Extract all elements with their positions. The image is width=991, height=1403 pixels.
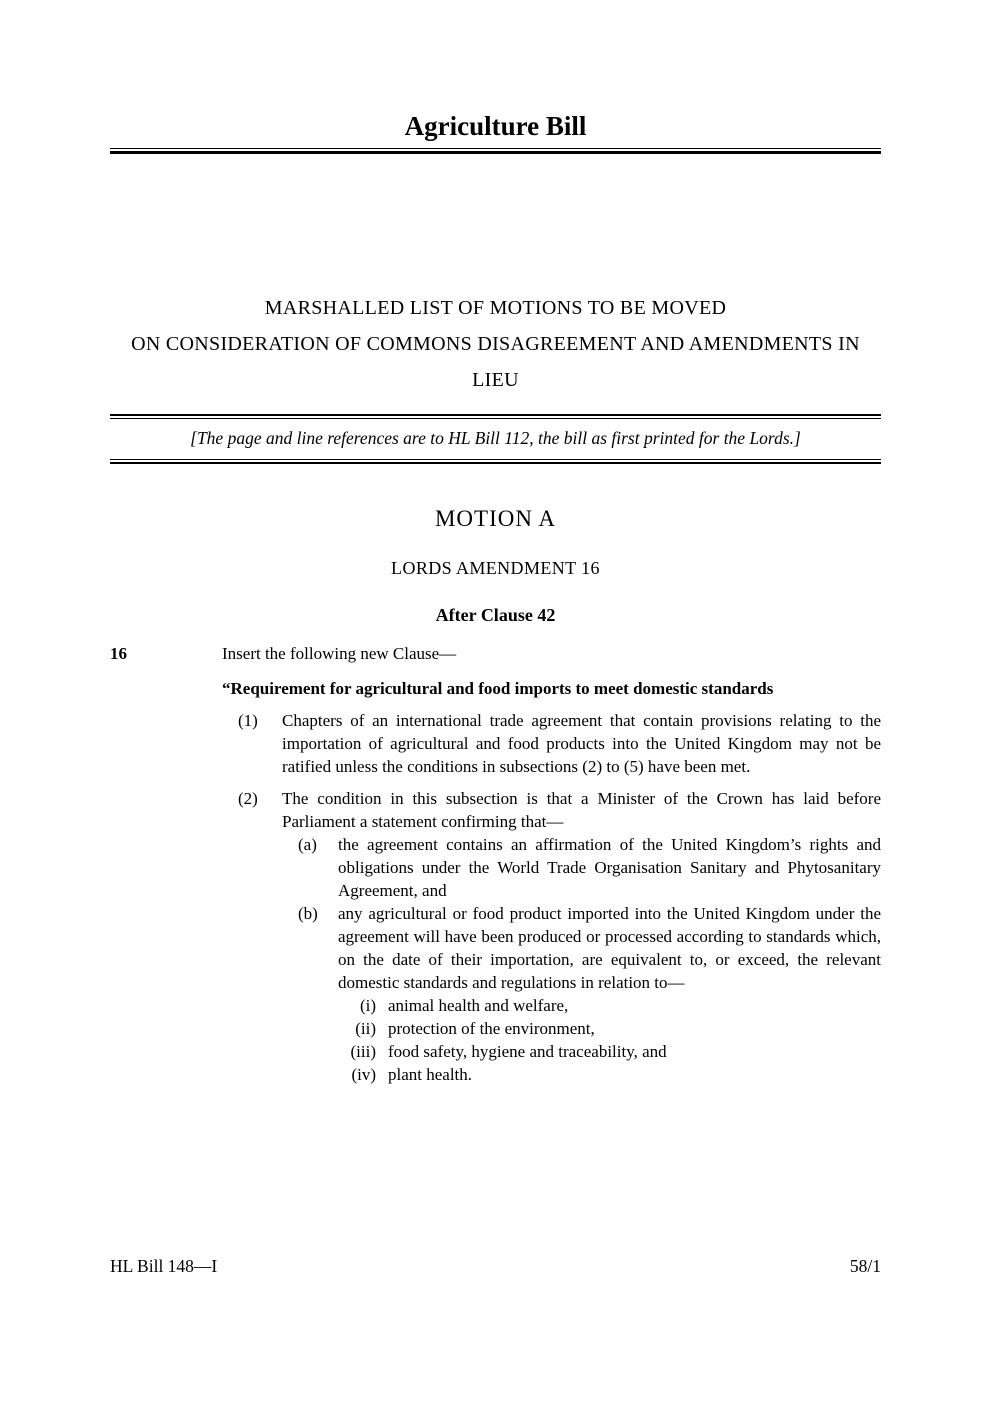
- heading-line-3: LIEU: [472, 369, 519, 391]
- reference-note-band: [110, 414, 881, 464]
- paragraph-b-marker: (b): [298, 904, 318, 923]
- subparagraph-iii-marker: (iii): [350, 1042, 376, 1061]
- paragraph-a-text: the agreement contains an affirmation of the United Kingdom’s rights and obligations under the World Trade Organisation Sanitary and Phytosanitary Agreement, and: [338, 835, 881, 900]
- subparagraph-i-marker: (i): [359, 996, 376, 1015]
- subparagraph-ii-marker: (ii): [355, 1019, 376, 1038]
- paragraph-a-marker: (a): [298, 835, 317, 854]
- page-title: Agriculture Bill: [404, 111, 587, 141]
- subparagraph-iv: [351, 1063, 881, 1086]
- subsection-2: [238, 787, 881, 1086]
- paragraph-b-text: any agricultural or food product imported into the United Kingdom under the agreement will have been produced or processed according to standards which, on the date of their importation, are equivalent to, or exceed, the relevant domestic standards and regulations in relation to—: [338, 904, 881, 992]
- amendment-instruction-row: [110, 642, 881, 665]
- footer-bill-number: HL Bill 148—I: [110, 1256, 218, 1276]
- subsection-1-text: Chapters of an international trade agreement that contain provisions relating to the importation of agricultural and food products into the United Kingdom may not be ratified unless the conditions in subsections (2) to (5) have been met.: [282, 711, 881, 776]
- subparagraph-iii-text: food safety, hygiene and traceability, and: [388, 1042, 667, 1061]
- reference-note: [The page and line references are to HL Bill 112, the bill as first printed for the Lords.]: [110, 418, 881, 460]
- amendment-body: [110, 642, 881, 1086]
- heading-line-2: ON CONSIDERATION OF COMMONS DISAGREEMENT AND AMENDMENTS IN: [131, 333, 860, 355]
- new-clause-title: “Requirement for agricultural and food imports to meet domestic standards: [222, 679, 774, 698]
- motion-title: MOTION A: [434, 506, 557, 531]
- page-footer: [110, 1256, 881, 1277]
- subsection-2-text: The condition in this subsection is that a Minister of the Crown has laid before Parliament a statement confirming that—: [282, 789, 881, 831]
- subsection-1: [238, 709, 881, 778]
- subparagraph-iv-marker: (iv): [351, 1065, 376, 1084]
- subparagraph-i-text: animal health and welfare,: [388, 996, 569, 1015]
- heading-line-1: MARSHALLED LIST OF MOTIONS TO BE MOVED: [264, 297, 727, 319]
- subparagraph-ii: [355, 1017, 881, 1040]
- motion-subtitle: LORDS AMENDMENT 16: [391, 558, 600, 578]
- marshalled-list-heading: [0, 290, 991, 398]
- footer-page-reference: 58/1: [849, 1256, 881, 1276]
- paragraph-a: [298, 833, 881, 902]
- subparagraph-iii: [350, 1040, 881, 1063]
- subparagraph-ii-text: protection of the environment,: [388, 1019, 595, 1038]
- amendment-number: 16: [110, 644, 127, 663]
- subparagraph-i: [359, 994, 881, 1017]
- clause-reference: After Clause 42: [435, 605, 556, 625]
- subsection-1-marker: (1): [238, 711, 258, 730]
- amendment-instruction: Insert the following new Clause—: [222, 644, 457, 663]
- subparagraph-iv-text: plant health.: [388, 1065, 473, 1084]
- paragraph-b: [298, 902, 881, 1086]
- subsection-2-marker: (2): [238, 789, 258, 808]
- title-divider-rule: [110, 148, 881, 154]
